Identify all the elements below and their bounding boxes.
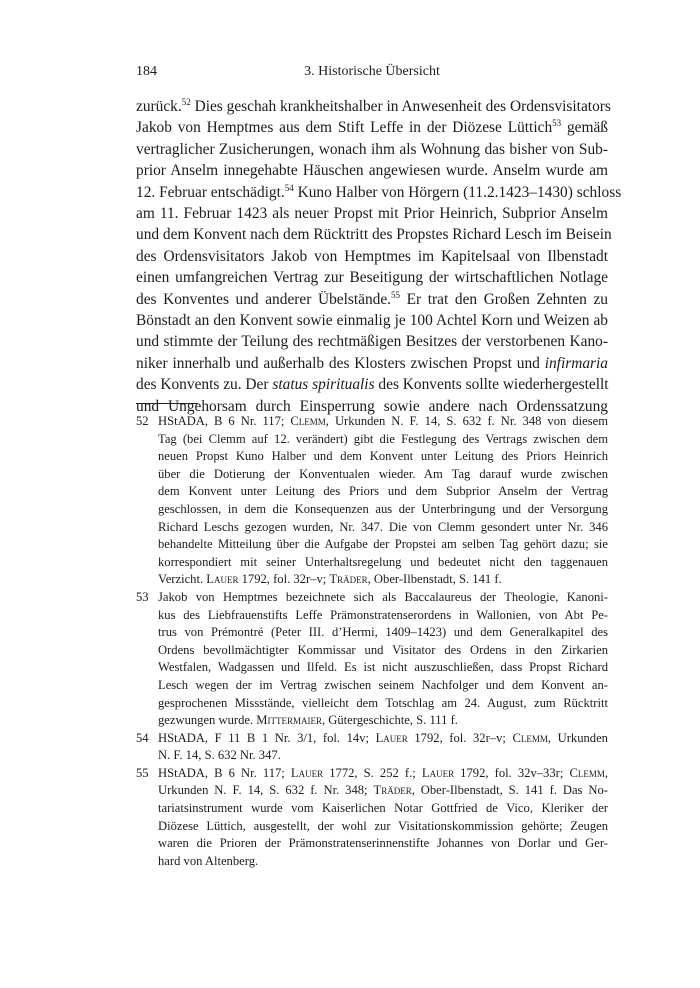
text-run: , Urkunden N. F. 14, S. 632 f. Nr. 348 von diesem <box>325 414 608 428</box>
footnote-line <box>158 695 608 713</box>
footnote-line <box>158 642 608 660</box>
running-head <box>136 62 608 82</box>
text-run: waren die Prioren der Prämonstratenserinnenstifte Johannes von Dorlar und Ger- <box>158 836 608 851</box>
author-name: Clemm <box>512 730 548 745</box>
footnote-reference: 54 <box>284 182 294 193</box>
text-run: 1792, fol. 32v–33r; <box>454 765 570 780</box>
text-run: einen umfangreichen Vertrag zur Beseitigung der wirtschaftlichen Notlage <box>136 269 608 287</box>
text-run: HStADA, B 6 Nr. 117; <box>158 414 291 428</box>
body-line <box>136 246 608 267</box>
main-text <box>136 96 622 417</box>
italic-text: infirmaria <box>544 354 608 372</box>
text-run: , Gütergeschichte, S. 111 f. <box>321 713 458 728</box>
text-run: zurück. <box>136 98 182 115</box>
text-run: , Ober-Ilbenstadt, S. 141 f. Das No- <box>411 783 608 798</box>
text-run: am 11. Februar 1423 als neuer Propst mit Prior Heinrich, Subprior Anselm <box>136 205 608 223</box>
footnote-line <box>158 571 608 589</box>
text-run: und dem Konvent nach dem Rücktritt des Propstes Richard Lesch im Beisein <box>136 226 612 244</box>
text-run: des Ordensvisitators Jakob von Hemptmes im Kapitelsaal von Ilbenstadt <box>136 247 608 265</box>
author-name: Clemm <box>290 414 326 428</box>
author-name: Lauer <box>206 572 239 587</box>
author-name: Mittermaier <box>256 713 322 728</box>
footnote-number: 54 <box>136 730 149 745</box>
text-run: , Urkunden <box>547 730 608 745</box>
author-name: Clemm <box>569 765 605 780</box>
footnotes <box>136 413 608 870</box>
footnote-line <box>158 413 608 431</box>
footnote <box>136 765 608 871</box>
footnote-line <box>158 536 608 554</box>
text-run: und Ungehorsam durch Einsperrung sowie andere nach Ordenssatzung <box>136 397 608 415</box>
footnote-line <box>158 466 608 484</box>
body-line <box>136 224 612 245</box>
text-run: Kuno Halber von Hörgern (11.2.1423–1430) schloss <box>293 183 622 201</box>
footnote-line <box>158 765 608 783</box>
footnote-line <box>158 519 608 537</box>
text-run: 12. Februar entschädigt. <box>136 183 285 201</box>
footnote-reference: 55 <box>391 289 401 300</box>
text-run: niker innerhalb und außerhalb des Klosters zwischen Propst und <box>136 354 545 372</box>
text-run: Dies geschah krankheitshalber in Anwesenheit des Ordensvisitators <box>190 98 611 115</box>
body-line <box>136 289 608 310</box>
footnote-line <box>158 818 608 836</box>
footnote <box>136 413 608 589</box>
body-line <box>136 267 608 288</box>
text-run: 1772, S. 252 f.; <box>323 765 422 780</box>
text-run: gezwungen wurde. <box>158 713 257 728</box>
text-run: dem Konvent unter Leitung des Priors und dem Subprior Anselm der Vertrag <box>158 484 608 499</box>
text-run: trus von Prémontré (Peter III. d’Hermi, 1409–1423) und dem Generalkapitel des <box>158 625 608 640</box>
text-run: des Konvents zu. Der <box>136 376 273 394</box>
text-run: korrespondiert mit seiner Unterhaltsregelung und bedeutet nicht den taggenauen <box>158 554 608 569</box>
footnote-line <box>158 659 608 677</box>
text-run: , <box>604 765 609 780</box>
footnote <box>136 730 608 765</box>
text-run: N. F. 14, S. 632 Nr. 347. <box>158 748 281 763</box>
footnote-line <box>158 747 608 765</box>
author-name: Träder <box>329 572 368 587</box>
footnote-line <box>158 501 608 519</box>
text-run: Westfalen, Wadgassen und Ilfeld. Es ist nicht auszuschließen, dass Propst Richard <box>158 660 608 675</box>
footnote-line <box>158 589 608 607</box>
body-line <box>136 96 611 117</box>
footnote-line <box>158 483 608 501</box>
body-line <box>136 182 622 203</box>
author-name: Lauer <box>290 765 324 780</box>
author-name: Lauer <box>375 730 408 745</box>
text-run: gesprochenen Missstände, vielleicht dem Totschlag am 24. August, zum Rücktritt <box>158 695 608 710</box>
text-run: Diözese Lüttich, ausgestellt, der wohl zur Visitationskommission gehörte; Zeugen <box>158 818 608 833</box>
body-line <box>136 331 608 352</box>
body-line <box>136 117 608 138</box>
body-line <box>136 160 608 181</box>
footnote-line <box>158 554 608 572</box>
text-run: vertraglicher Zusicherungen, wonach ihm als Wohnung das bisher von Sub- <box>136 140 608 158</box>
italic-text: status spiritualis <box>272 376 375 394</box>
page-number: 184 <box>136 64 157 79</box>
text-run: des Konvents sollte wiederhergestellt <box>374 376 609 394</box>
text-run: Tag (bei Clemm auf 12. verändert) gibt die Festlegung des Vertrags zwischen dem <box>158 431 608 446</box>
text-run: Ordens bevollmächtigter Kommissar und Visitator des Ordens in den Zirkarien <box>158 642 608 657</box>
footnote-line <box>158 782 608 800</box>
text-run: hard von Altenberg. <box>158 853 259 868</box>
text-run: Er trat den Großen Zehnten zu <box>400 290 608 308</box>
footnote-number: 52 <box>136 414 149 428</box>
text-run: gemäß <box>561 119 608 137</box>
text-run: 1792, fol. 32r–v; <box>238 572 330 587</box>
text-run: Lesch wegen der im Vertrag zwischen seinem Nachfolger und dem Konvent an- <box>158 677 608 692</box>
footnote-line <box>158 624 608 642</box>
text-run: Jakob von Hemptmes aus dem Stift Leffe in der Diözese Lüttich <box>136 119 553 137</box>
chapter-title: 3. Historische Übersicht <box>304 64 440 79</box>
footnote-line <box>158 835 608 853</box>
footnote-number: 53 <box>136 589 149 604</box>
text-run: tariatsinstrument wurde vom Kaiserlichen Notar Gottfried de Vico, Kleriker der <box>158 801 608 816</box>
text-run: Jakob von Hemptmes bezeichnete sich als Baccalaureus der Theologie, Kanoni- <box>158 589 608 604</box>
footnote-reference: 52 <box>181 97 191 107</box>
footnote-line <box>158 853 608 871</box>
body-line <box>136 203 608 224</box>
text-run: 1792, fol. 32r–v; <box>407 730 513 745</box>
text-run: , Ober-Ilbenstadt, S. 141 f. <box>367 572 502 587</box>
body-line <box>136 139 608 160</box>
footnote <box>136 589 608 730</box>
body-line <box>136 353 608 374</box>
text-run: Verzicht. <box>158 572 207 587</box>
text-run: Urkunden N. F. 14, S. 632 f. Nr. 348; <box>158 783 374 798</box>
footnote-reference: 53 <box>552 118 562 129</box>
text-run: HStADA, F 11 B 1 Nr. 3/1, fol. 14v; <box>158 730 376 745</box>
footnote-line <box>158 431 608 449</box>
author-name: Lauer <box>421 765 455 780</box>
footnote-separator <box>136 403 198 404</box>
text-run: neuen Propst Kuno Halber und dem Konvent unter Leitung des Priors Heinrich <box>158 449 608 464</box>
author-name: Träder <box>373 783 412 798</box>
text-run: behandelte Mitteilung über die Aufgabe der Propstei am selben Tag gehört dazu; sie <box>158 537 608 552</box>
footnote-line <box>158 800 608 818</box>
text-run: des Konventes und anderer Übelstände. <box>136 290 392 308</box>
footnote-line <box>158 448 608 466</box>
footnote-line <box>158 730 608 748</box>
footnote-line <box>158 712 608 730</box>
body-line <box>136 310 608 331</box>
text-run: prior Anselm innegehabte Häuschen angewiesen wurde. Anselm wurde am <box>136 162 608 180</box>
text-run: Richard Leschs gezogen wurden, Nr. 347. Die von Clemm gesondert unter Nr. 346 <box>158 519 608 534</box>
text-run: geschlossen, in dem die Konsequenzen aus der Unterbringung und der Versorgung <box>158 501 608 516</box>
text-run: kus des Liebfrauenstifts Leffe Prämonstratenserordens in Wallonien, von Abt Pe- <box>158 607 608 622</box>
text-run: Bönstadt an den Konvent sowie einmalig je 100 Achtel Korn und Weizen ab <box>136 312 608 330</box>
text-run: über die Dotierung der Konventualen wieder. Am Tag darauf wurde zwischen <box>158 466 608 481</box>
footnote-line <box>158 677 608 695</box>
body-line <box>136 374 608 395</box>
footnote-line <box>158 607 608 625</box>
footnote-number: 55 <box>136 765 149 780</box>
text-run: HStADA, B 6 Nr. 117; <box>158 765 291 780</box>
text-run: und stimmte der Teilung des rechtmäßigen Besitzes der verstorbenen Kano- <box>136 333 608 351</box>
